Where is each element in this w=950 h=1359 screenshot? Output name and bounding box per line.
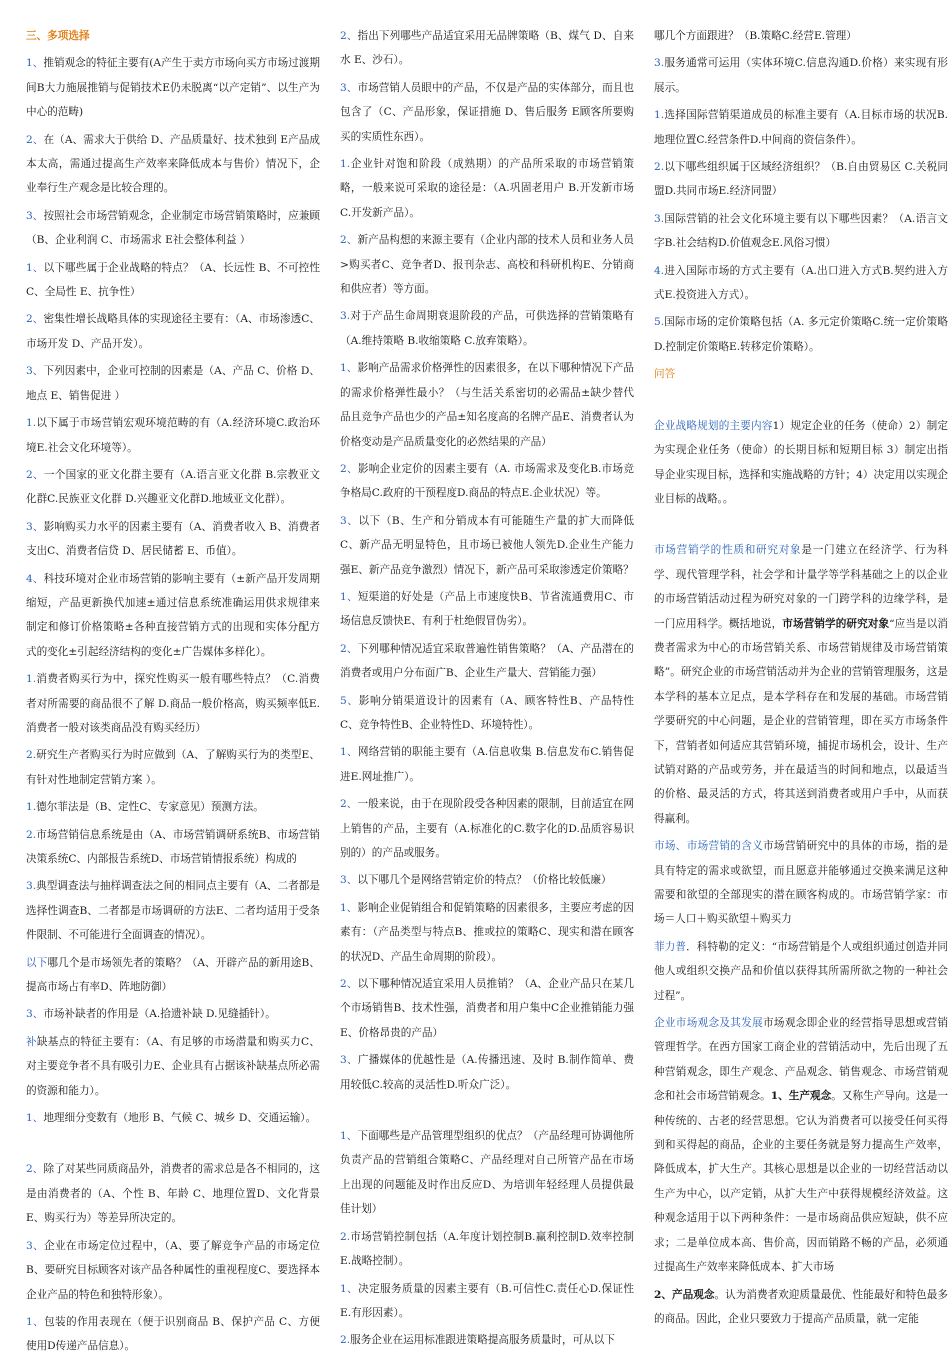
section-heading (654, 362, 948, 386)
question-item (654, 24, 948, 48)
question-item (654, 155, 948, 204)
question-text: 以下哪几个是网络营销定价的特点？（价格比较低廉） (357, 874, 612, 887)
question-number: 2. (654, 161, 665, 174)
question-item (340, 868, 634, 892)
question-item (26, 359, 320, 408)
question-item (340, 1328, 634, 1352)
question-item (340, 689, 634, 738)
question-number: 3、 (26, 1239, 45, 1252)
question-number: 3、 (26, 209, 44, 222)
section-heading-text: 问答 (654, 368, 676, 381)
question-item (340, 509, 634, 582)
question-item (340, 24, 634, 73)
question-item (654, 51, 948, 100)
question-number: 2、 (340, 978, 358, 991)
question-item (340, 896, 634, 969)
question-item (26, 1002, 320, 1026)
question-item (340, 76, 634, 149)
question-item (340, 1048, 634, 1097)
question-number: 3、 (340, 1054, 358, 1067)
question-item (340, 585, 634, 634)
question-text: 科技环境对企业市场营销的影响主要有（±新产品开发周期缩短，产品更新换代加速±通过信息系统准确运用供求规律来制定和修订价格策略±各种直接营销方式的出现和实体分配方式的变化±引起经济结构的变化±广告媒体多样化）。 (26, 572, 321, 658)
question-number: 2、 (340, 462, 358, 475)
question-number: 3、 (340, 874, 358, 887)
answer-text: 。认为消费者欢迎质量最优、性能最好和特色最多的商品。因此，企业只要致力于提高产品质量，就一定能 (654, 1288, 949, 1325)
question-item (340, 228, 634, 301)
question-item (340, 304, 634, 353)
question-number: 3、 (340, 514, 359, 527)
question-text: 包装的作用表现在（便于识别商品 B、保护产品 C、方便使用D传递产品信息）。 (26, 1315, 320, 1353)
question-item (340, 356, 634, 454)
question-number: 2、 (26, 133, 44, 146)
question-number: 1. (26, 673, 37, 686)
question-number: 4、 (26, 572, 44, 585)
question-text: 在（A、需求大于供给 D、产品质量好、技术独到 E产品成本太高，需通过提高生产效率来降低成本与售价）情况下，企业奉行生产观念是比较合理的。 (26, 133, 320, 195)
question-text: 市场补缺者的作用是（A.拾遗补缺 D.见缝插针）。 (43, 1008, 276, 1021)
question-item (26, 1030, 320, 1103)
question-text: 以下（B、生产和分销成本有可能随生产量的扩大而降低C、新产品无明显特色，且市场已被他人领先D.企业生产能力强E、新产品竞争激烈）情况下，新产品可采取渗透定价策略？ (340, 514, 634, 576)
question-number: 4. (654, 264, 665, 277)
question-number: 2、 (340, 642, 358, 655)
question-text: 德尔菲法是（B、定性C、专家意见）预测方法。 (36, 801, 264, 814)
question-text: 研究生产者购买行为时应做到（A、了解购买行为的类型E、有针对性地制定营销方案 ）。 (26, 749, 320, 786)
question-number: 补 (26, 1035, 37, 1048)
question-text: 影响分销渠道设计的因素有（A、顾客特性B、产品特性C、竞争特性B、企业特性D、环境特性）。 (340, 694, 634, 731)
question-text: 推销观念的特征主要有(A产生于卖方市场向买方市场过渡期间B大力施展推销与促销技术E仍未脱离“以产定销”、以生产为中心的范畴) (26, 57, 320, 119)
question-text: 企业针对饱和阶段（成熟期）的产品所采取的市场营销策略，一般来说可采取的途径是：（A.巩固老用户 B.开发新市场C.开发新产品）。 (340, 158, 634, 219)
blank-line (654, 514, 948, 538)
section-heading (26, 24, 320, 48)
question-number: 3. (26, 880, 37, 893)
question-text: 缺基点的特征主要有：（A、有足够的市场潜量和购买力C、对主要竞争者不具有吸引力E、企业具有占据该补缺基点所必需的资源和能力）。 (26, 1035, 320, 1097)
question-text: 决定服务质量的因素主要有（B.可信性C.责任心D.保证性E.有形因素）。 (340, 1282, 634, 1319)
question-number: 2、 (26, 313, 44, 326)
question-number: 3、 (340, 81, 358, 94)
answer-text: 。又称生产导向。这是一种传统的、古老的经营思想。它认为消费者可以接受任何买得到和买得起的商品，企业的主要任务就是努力提高生产效率，降低成本，扩大生产。其核心思想是以企业的一切经营活动以生产为中心，以产定销，从扩大生产中获得规模经济效益。这种观念适用于以下两种条件：一是市场商品供应短缺，供不应求；二是单位成本高、售价高，因而销路不畅的产品，必须通过提高生产效率来降低成本、扩大市场 (654, 1090, 949, 1274)
question-item (26, 667, 320, 740)
question-number: 3. (340, 310, 351, 323)
question-item (654, 207, 948, 256)
answer-paragraph (654, 834, 948, 932)
question-number: 1、 (26, 261, 44, 274)
question-number: 1. (340, 158, 351, 171)
question-text: 指出下列哪些产品适宜采用无品牌策略（B、煤气 D、自来水 E、沙石）。 (340, 30, 634, 67)
question-number: 3、 (26, 1008, 44, 1021)
answer-emphasis: 2、产品观念 (654, 1288, 715, 1301)
question-item (654, 103, 948, 152)
question-number: 3、 (26, 365, 44, 378)
question-number: 1、 (340, 901, 358, 914)
answer-paragraph (654, 1283, 948, 1332)
question-text: 下列哪种情况适宜采取普遍性销售策略？（A、产品潜在的消费者或用户分布面广B、企业生产量大、营销能力强） (340, 642, 634, 680)
blank-line (654, 390, 948, 414)
question-text: 市场营销控制包括（A.年度计划控制B.赢利控制D.效率控制E.战略控制）。 (340, 1230, 634, 1268)
question-item (26, 1106, 320, 1130)
question-number: 2. (26, 749, 37, 762)
question-item (26, 743, 320, 792)
question-item (340, 740, 634, 789)
question-text: 企业在市场定位过程中，（A、要了解竞争产品的市场定位B、要研究目标顾客对该产品各种属性的重视程度C、要选择本企业产品的特色和独特形象）。 (26, 1239, 320, 1301)
question-number: 3. (654, 212, 665, 225)
answer-text: 市场营销研究中的具体的市场，指的是具有特定的需求或欲望，而且愿意并能够通过交换来满足这种需要和欲望的全部现实的潜在顾客构成的。市场营销学家：市场＝人口＋购买欲望＋购买力 (654, 840, 949, 926)
question-item (26, 795, 320, 819)
question-text: 市场营销信息系统是由（A、市场营销调研系统B、市场营销决策系统C、内部报告系统D、市场营销情报系统）构成的 (26, 828, 320, 865)
question-text: 除了对某些同质商品外，消费者的需求总是各不相同的，这是由消费者的（A、个性 B、年龄 C、地理位置D、文化背景E、购买行为）等差异所决定的。 (26, 1163, 321, 1225)
question-number: 5. (654, 316, 665, 329)
question-item (26, 823, 320, 872)
question-number: 1. (654, 109, 665, 122)
answer-topic: 市场、市场营销的含义 (654, 840, 764, 853)
question-item (340, 1124, 634, 1222)
question-number: 1、 (340, 362, 358, 375)
question-text: 典型调查法与抽样调查法之间的相同点主要有（A、二者都是选择性调查B、二者都是市场调研的方法E、二者均适用于受条件限制、不可能进行全面调查的情况）。 (26, 880, 320, 942)
question-number: 1. (26, 417, 37, 430)
answer-topic: 企业战略规划的主要内容 (654, 419, 773, 432)
question-item (26, 51, 320, 124)
question-text: 一般来说，由于在现阶段受各种因素的限制，目前适宜在网上销售的产品，主要有（A.标准化的C.数字化的D.品质容易识别的）的产品或服务。 (340, 798, 635, 859)
question-text: 哪几个方面跟进？（B.策略C.经营E.管理） (654, 30, 857, 42)
question-item (340, 1225, 634, 1274)
question-text: 一个国家的亚文化群主要有（A.语言亚文化群 B.宗教亚文化群C.民族亚文化群 D.兴趣亚文化群D.地域亚文化群）。 (26, 468, 320, 506)
question-number: 1、 (26, 57, 44, 70)
question-item (340, 972, 634, 1045)
answer-emphasis: 市场营销学的研究对象 (782, 617, 890, 630)
question-text: 影响产品需求价格弹性的因素很多，在以下哪种情况下产品的需求价格弹性最小？（与生活关系密切的必需品±缺少替代品且竞争产品也少的产品±知名度高的名牌产品E、消费者认为价格变动是产品质量变化的必然结果的产品） (340, 362, 635, 448)
question-item (26, 256, 320, 305)
question-item (654, 259, 948, 308)
question-text: 下面哪些是产品管理型组织的优点？（产品经理可协调他所负责产品的营销组合策略C、产品经理对自己所管产品在市场上出现的问题能及时作出反应D、为培训年轻经理人员提供最佳计划） (340, 1130, 635, 1216)
question-text: 影响企业定价的因素主要有（A. 市场需求及变化B.市场竞争格局C.政府的干预程度D.商品的特点E.企业状况）等。 (340, 462, 634, 500)
question-item (340, 1277, 634, 1326)
question-item (26, 951, 320, 1000)
answer-topic: 菲力普 (654, 940, 687, 953)
answer-paragraph (654, 414, 948, 512)
question-number: 2、 (340, 234, 358, 247)
question-item (340, 457, 634, 506)
answer-text: 市场观念即企业的经营指导思想或营销管理哲学。在西方国家工商企业的营销活动中，先后出现了五种营销观念，即生产观念、产品观念、销售观念、市场营销观念和社会市场营销观念。 (654, 1017, 949, 1103)
section-heading-text: 三、多项选择 (26, 30, 90, 42)
question-number: 1、 (26, 1112, 44, 1125)
answer-paragraph (654, 1011, 948, 1279)
question-number: 3、 (26, 520, 44, 533)
answer-text: ．科特勒的定义：“市场营销是个人或组织通过创造并同他人或组织交换产品和价值以获得其所需所欲之物的一种社会过程”。 (654, 940, 949, 1002)
question-text: 国际营销的社会文化环境主要有以下哪些因素？（A.语言文字B.社会结构D.价值观念E.风俗习惯） (654, 212, 948, 250)
question-number: 5、 (340, 694, 359, 707)
answer-text: 1）规定企业的任务（使命）2）制定为实现企业任务（使命）的长期目标和短期目标 3）制定出指导企业实现目标，选择和实施战略的方针；4）决定用以实现企业目标的战略。。 (654, 419, 949, 505)
question-text: 下列因素中，企业可控制的因素是（A、产品 C、价格 D、地点 E、销售促进 ） (26, 365, 320, 402)
question-text: 新产品构想的来源主要有（企业内部的技术人员和业务人员>购买者C、竞争者D、报刊杂志、高校和科研机构E、分销商和供应者）等方面。 (340, 234, 635, 296)
question-item (26, 1310, 320, 1359)
question-item (26, 874, 320, 947)
answer-emphasis: 1、生产观念 (770, 1090, 832, 1103)
question-text: 地理细分变数有（地形 B、气候 C、城乡 D、交通运输）。 (43, 1112, 317, 1125)
question-number: 1、 (340, 1282, 359, 1295)
question-text: 影响购买力水平的因素主要有（A、消费者收入 B、消费者支出C、消费者信贷 D、居民储蓄 E、币值）。 (26, 520, 320, 558)
question-number: 1、 (26, 1315, 45, 1328)
question-text: 按照社会市场营销观念，企业制定市场营销策略时，应兼顾（B、企业利润 C、市场需求 E社会整体利益 ） (26, 209, 321, 247)
question-item (26, 567, 320, 665)
answer-topic: 市场营销学的性质和研究对象 (654, 544, 802, 557)
answer-paragraph (654, 538, 948, 831)
question-text: 以下属于市场营销宏观环境范畴的有（A.经济环境C.政治环境E.社会文化环境等）。 (26, 417, 320, 454)
question-item (26, 1234, 320, 1307)
question-number: 1、 (340, 590, 358, 603)
question-item (26, 1157, 320, 1230)
question-number: 2. (340, 1334, 351, 1347)
question-number: 1. (26, 801, 37, 814)
column-middle (340, 24, 635, 1347)
question-number: 2、 (340, 798, 358, 811)
answer-topic: 企业市场观念及其发展 (654, 1017, 764, 1030)
question-text: 服务企业在运用标准跟进策略提高服务质量时，可从以下 (350, 1334, 615, 1347)
question-item (26, 307, 320, 356)
question-item (340, 152, 634, 225)
question-number: 3. (654, 57, 665, 70)
question-text: 网络营销的职能主要有（A.信息收集 B.信息发布C.销售促进E.网址推广）。 (340, 746, 634, 783)
question-item (340, 637, 634, 686)
question-item (26, 204, 320, 253)
question-text: 影响企业促销组合和促销策略的因素很多，主要应考虑的因素有：（产品类型与特点B、推或拉的策略C、现实和潜在顾客的状况D、产品生命周期的阶段）。 (340, 901, 635, 963)
question-text: 以下哪些组织属于区域经济组织？（B.自由贸易区 C.关税同盟D.共同市场E.经济同盟） (654, 161, 948, 198)
question-item (26, 463, 320, 512)
blank-line (26, 1133, 320, 1157)
question-text: 对于产品生命周期衰退阶段的产品，可供选择的营销策略有（A.维持策略 B.收缩策略 C.放弃策略）。 (340, 310, 634, 347)
question-text: 市场营销人员眼中的产品，不仅是产品的实体部分，而且也包含了（C、产品形象，保证措施 D、售后服务 E顾客所要购买的实质性东西）。 (340, 81, 635, 143)
question-item (26, 128, 320, 201)
question-text: 哪几个是市场领先者的策略？（A、开辟产品的新用途B、提高市场占有率D、阵地防御） (26, 956, 320, 994)
column-left (26, 24, 321, 1353)
question-number: 2、 (26, 468, 44, 481)
question-text: 短渠道的好处是（产品上市速度快B、节省流通费用C、市场信息反馈快E、有利于杜绝假冒伪劣）。 (340, 590, 634, 628)
question-item (26, 411, 320, 460)
question-number: 2. (26, 828, 37, 841)
question-text: 国际市场的定价策略包括（A. 多元定价策略C.统一定价策略D.控制定价策略E.转移定价策略）。 (654, 316, 948, 353)
question-text: 进入国际市场的方式主要有（A.出口进入方式B.契约进入方式E.投资进入方式）。 (654, 264, 948, 302)
question-text: 选择国际营销渠道成员的标准主要有（A.目标市场的状况B.地理位置C.经营条件D.中间商的资信条件）。 (654, 109, 948, 146)
question-text: 消费者购买行为中，探究性购买一般有哪些特点？（C.消费者对所需要的商品很不了解 D.商品一般价格高，购买频率低E.消费者一般对该类商品没有购买经历） (26, 673, 320, 734)
question-number: 2、 (26, 1163, 44, 1176)
question-number: 2、 (340, 30, 358, 42)
question-number: 1、 (340, 746, 358, 759)
blank-line (340, 1100, 634, 1124)
question-text: 密集性增长战略具体的实现途径主要有：（A、市场渗透C、市场开发 D、产品开发）。 (26, 313, 320, 350)
question-item (26, 515, 320, 564)
question-number: 以下 (26, 956, 48, 969)
answer-text: 是一门建立在经济学、行为科学、现代管理学科，社会学和计量学等学科基础之上的以企业的市场营销活动过程为研究对象的一门跨学科的边缘学科，是一门应用科学。概括地说， (654, 544, 949, 630)
answer-text: “应当是以消费者需求为中心的市场营销关系、市场营销规律及市场营销策略”。研究企业的市场营销活动并为企业的营销管理服务，这是本学科的基本立足点，是本学科存在和发展的基础。市场营销学要研究的中心问题，是企业的营销管理，即在买方市场条件下，营销者如何适应其营销环境，捕捉市场机会，设计、生产试销对路的产品或劳务，并在最适当的时间和地点，以最适当的价格、最灵活的方式，将其送到消费者或用户手中，从而获得赢利。 (654, 617, 949, 825)
question-text: 广播媒体的优越性是（A.传播迅速、及时 B.制作简单、费用较低C.较高的灵活性D.听众广泛）。 (340, 1054, 634, 1091)
question-item (340, 792, 634, 865)
question-number: 1、 (340, 1130, 358, 1143)
answer-paragraph (654, 935, 948, 1008)
column-right (654, 24, 948, 1334)
question-text: 以下哪些属于企业战略的特点？（A、长远性 B、不可控性 C、全局性 E、抗争性） (26, 261, 320, 299)
question-number: 2. (340, 1230, 351, 1243)
question-item (654, 310, 948, 359)
question-text: 以下哪种情况适宜采用人员推销？（A、企业产品只在某几个市场销售B、技术性强，消费者和用户集中C企业推销能力强E、价格昂贵的产品） (340, 978, 634, 1039)
question-text: 服务通常可运用（实体环境C.信息沟通D.价格）来实现有形展示。 (654, 57, 948, 94)
